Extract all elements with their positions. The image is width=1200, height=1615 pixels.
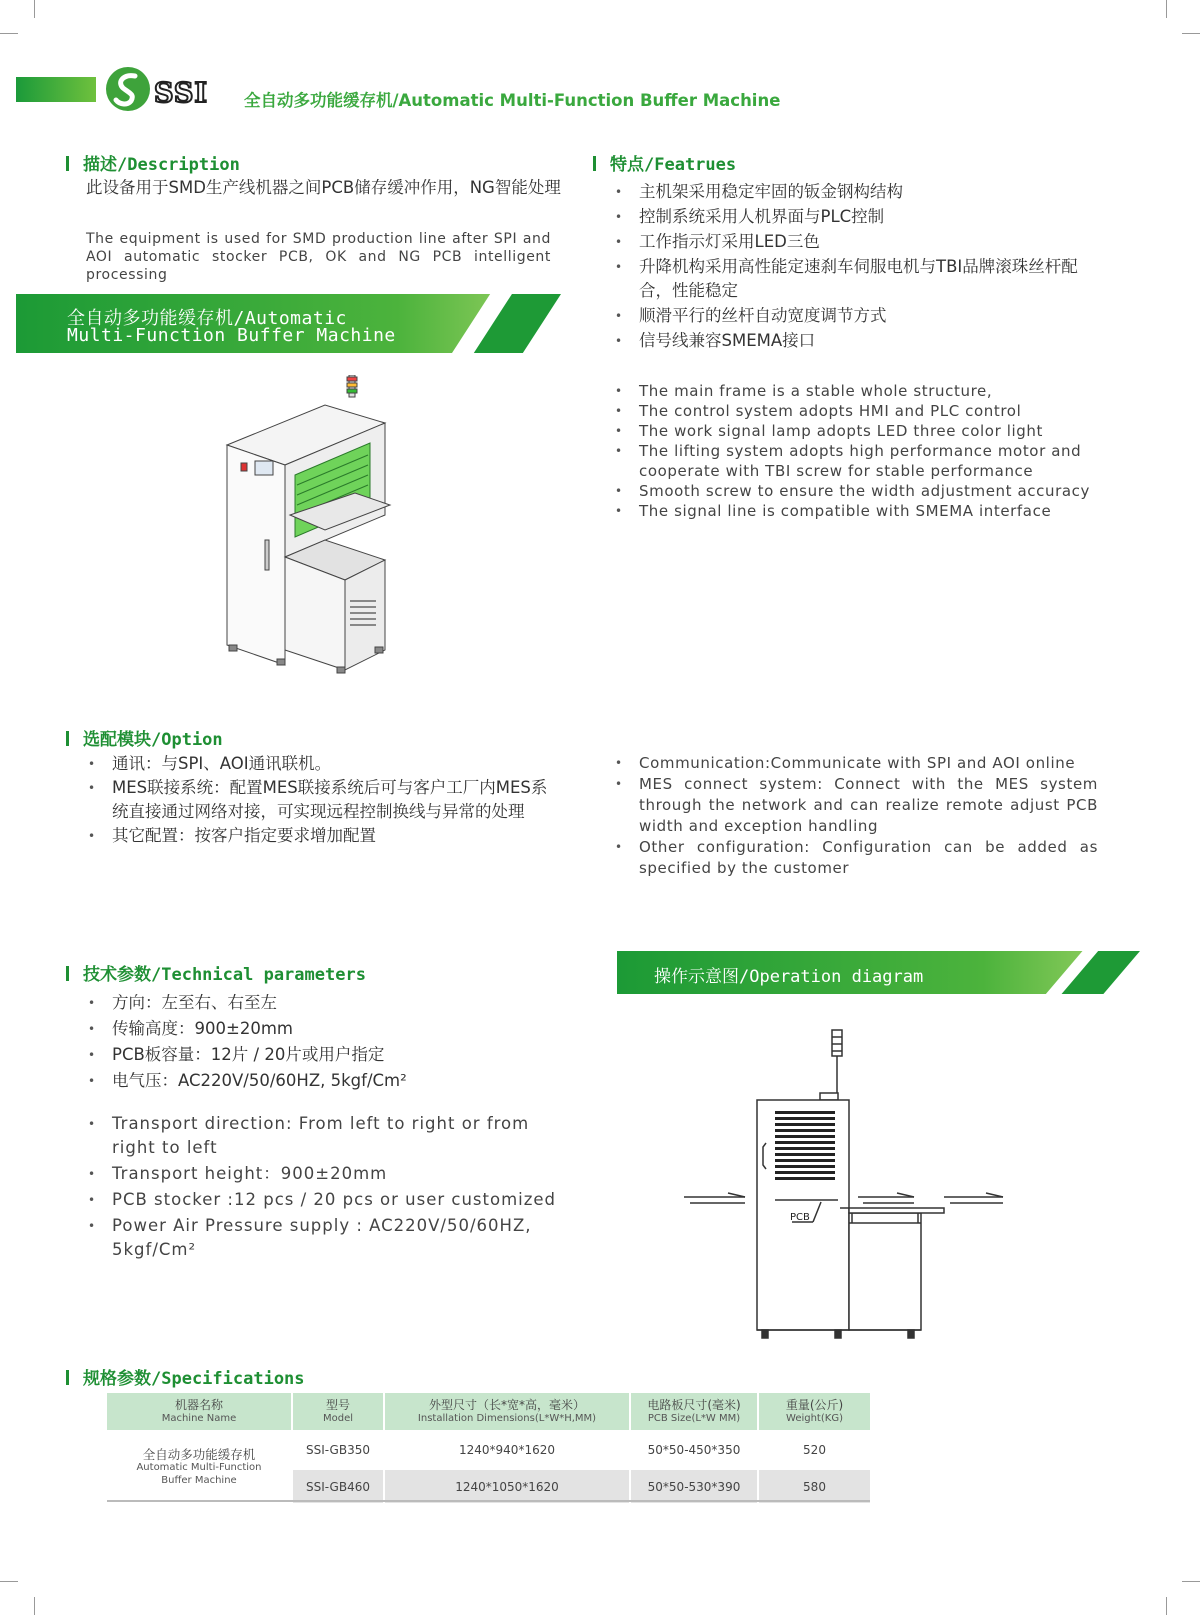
list-item: • The control system adopts HMI and PLC control: [613, 401, 1093, 421]
table-row: [107, 1430, 870, 1470]
pcb-cell: 50*50-450*350: [630, 1430, 758, 1470]
list-item: • The signal line is compatible with SMEMA interface: [613, 501, 1093, 521]
table-header-row: [107, 1393, 870, 1430]
option-heading-text: 选配模块/Option: [83, 730, 223, 750]
list-item: • 传输高度：900±20mm: [86, 1016, 556, 1042]
list-item: • Smooth screw to ensure the width adjustment accuracy: [613, 481, 1093, 501]
col-header-weight: 重量(公斤) Weight(KG): [758, 1393, 870, 1430]
product-banner-line1: 全自动多功能缓存机/Automatic: [67, 308, 347, 329]
list-item: • 电气压：AC220V/50/60HZ, 5kgf/Cm²: [86, 1068, 556, 1094]
col-header-pcb-size: 电路板尺寸(毫米) PCB Size(L*W MM): [630, 1393, 758, 1430]
list-item: • Other configuration: Configuration can be added as specified by the customer: [613, 837, 1098, 879]
list-item: • 控制系统采用人机界面与PLC控制: [613, 205, 1083, 229]
list-item: • The lifting system adopts high performance motor and cooperate with TBI screw for stable performance: [613, 441, 1093, 481]
crop-mark: [34, 0, 35, 18]
technical-heading-text: 技术参数/Technical parameters: [83, 965, 366, 985]
pcb-cell: 50*50-530*390: [630, 1470, 758, 1503]
option-en-list: [613, 753, 1098, 879]
page-title: 全自动多功能缓存机/Automatic Multi-Function Buffer Machine: [244, 91, 781, 110]
description-heading-text: 描述/Description: [83, 155, 240, 175]
list-item: • 主机架采用稳定牢固的钣金钢构结构: [613, 180, 1083, 204]
features-heading: [593, 150, 736, 175]
features-en-list: [613, 381, 1093, 521]
specifications-heading-text: 规格参数/Specifications: [83, 1369, 305, 1389]
dims-cell: 1240*940*1620: [384, 1430, 630, 1470]
crop-mark: [0, 1581, 18, 1582]
list-item: • 工作指示灯采用LED三色: [613, 230, 1083, 254]
ssi-logo-icon: [105, 66, 151, 112]
technical-en-list: [86, 1112, 561, 1262]
list-item: • Transport direction: From left to right or from right to left: [86, 1112, 561, 1160]
list-item: • Communication:Communicate with SPI and AOI online: [613, 753, 1098, 774]
brand-text: SSI: [154, 78, 209, 109]
weight-cell: 520: [803, 1443, 826, 1457]
operation-banner-text: 操作示意图/Operation diagram: [654, 967, 924, 987]
list-item: • 方向：左至右、右至左: [86, 990, 556, 1016]
list-item: • Transport height：900±20mm: [86, 1162, 561, 1186]
list-item: • 信号线兼容SMEMA接口: [613, 329, 1083, 353]
weight-cell: 580: [758, 1470, 870, 1503]
features-cn-list: [613, 180, 1083, 353]
crop-mark: [1166, 1597, 1167, 1615]
list-item: • 升降机构采用高性能定速刹车伺服电机与TBI品牌滚珠丝杆配合，性能稳定: [613, 255, 1083, 303]
specifications-heading: [66, 1364, 305, 1389]
crop-mark: [0, 33, 18, 34]
col-header-model: 型号 Model: [292, 1393, 384, 1430]
list-item: • 其它配置：按客户指定要求增加配置: [86, 824, 561, 848]
crop-mark: [1182, 33, 1200, 34]
list-item: • 顺滑平行的丝杆自动宽度调节方式: [613, 304, 1083, 328]
specifications-table: [107, 1393, 870, 1503]
crop-mark: [1166, 0, 1167, 18]
pcb-label: PCB: [790, 1212, 810, 1223]
model-cell: SSI-GB350: [292, 1430, 384, 1470]
list-item: • PCB stocker :12 pcs / 20 pcs or user customized: [86, 1188, 561, 1212]
description-heading: [66, 150, 240, 175]
list-item: • The work signal lamp adopts LED three color light: [613, 421, 1093, 441]
col-header-machine-name: 机器名称 Machine Name: [107, 1393, 292, 1430]
product-banner-line2: Multi-Function Buffer Machine: [67, 325, 396, 346]
technical-cn-list: [86, 990, 556, 1094]
description-en: The equipment is used for SMD production line after SPI and AOI automatic stocker PCB, OK and NG PCB intelligent processing: [86, 231, 551, 283]
table-bottom-rule: [107, 1500, 870, 1502]
col-header-dimensions: 外型尺寸（长*宽*高，毫米） Installation Dimensions(L*W*H,MM): [384, 1393, 630, 1430]
option-heading: [66, 725, 223, 750]
list-item: • 通讯：与SPI、AOI通讯联机。: [86, 752, 561, 776]
description-cn: 此设备用于SMD生产线机器之间PCB储存缓冲作用，NG智能处理: [86, 178, 561, 197]
machine-illustration: [225, 375, 400, 685]
operation-diagram: [680, 1025, 1020, 1355]
option-cn-list: [86, 752, 561, 848]
list-item: • Power Air Pressure supply : AC220V/50/60HZ, 5kgf/Cm²: [86, 1214, 561, 1262]
header-accent-bar: [16, 77, 96, 102]
crop-mark: [1182, 1581, 1200, 1582]
features-heading-text: 特点/Featrues: [610, 155, 737, 175]
model-cell: SSI-GB460: [292, 1470, 384, 1503]
list-item: • PCB板容量：12片 / 20片或用户指定: [86, 1042, 556, 1068]
machine-name-cell: 全自动多功能缓存机 Automatic Multi-Function Buffer Machine: [107, 1430, 292, 1503]
technical-heading: [66, 960, 366, 985]
dims-cell: 1240*1050*1620: [384, 1470, 630, 1503]
list-item: • MES联接系统：配置MES联接系统后可与客户工厂内MES系统直接通过网络对接，可实现远程控制换线与异常的处理: [86, 776, 561, 824]
crop-mark: [34, 1597, 35, 1615]
list-item: • MES connect system: Connect with the MES system through the network and can realize remote adjust PCB width and exception handling: [613, 774, 1098, 837]
list-item: • The main frame is a stable whole structure,: [613, 381, 1093, 401]
